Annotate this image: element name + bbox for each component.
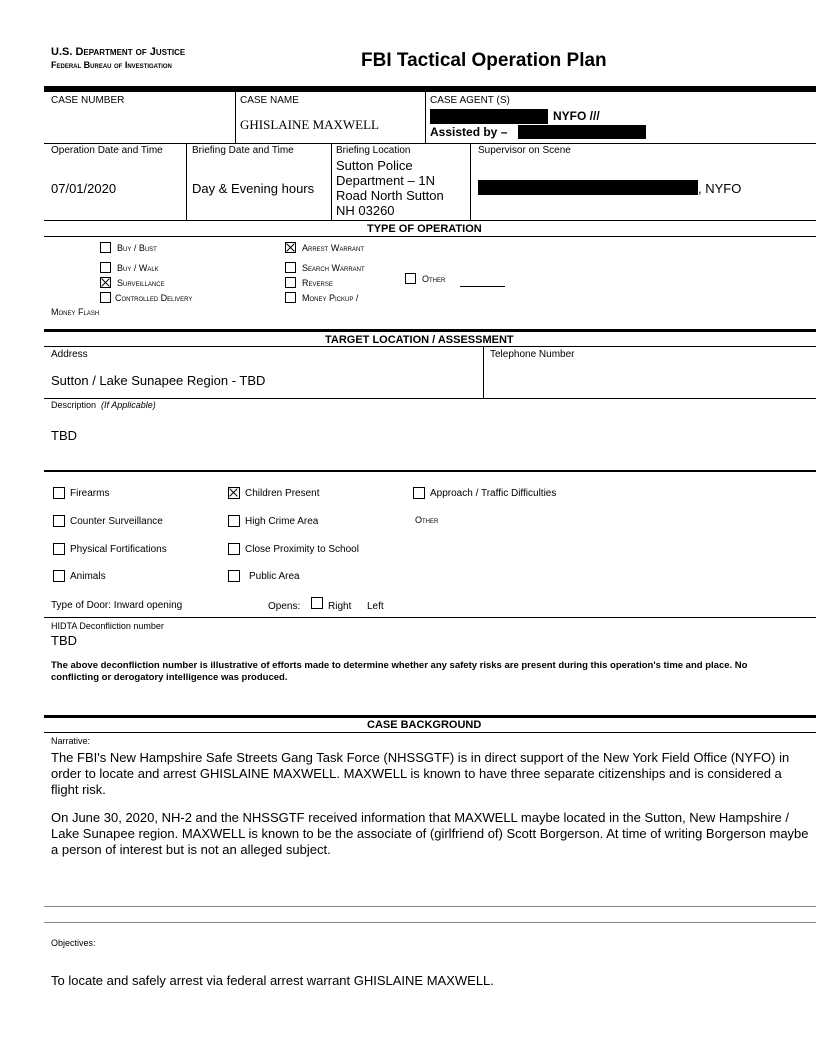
other-hazard-label: Other — [415, 515, 439, 525]
arrest-warrant-checkbox[interactable] — [285, 242, 296, 253]
money-pickup-label: Money Pickup / — [302, 293, 359, 303]
buy-walk-checkbox[interactable] — [100, 262, 111, 273]
money-flash-label: Money Flash — [51, 307, 100, 317]
physical-fortifications-checkbox[interactable] — [53, 543, 65, 555]
hidta-note: The above deconfliction number is illustrative of efforts made to determine whether any safety risks are present during this operation's time and place. No conflicting or derogatory intelligence was produced. — [51, 660, 748, 683]
department-name: U.S. Department of Justice — [51, 46, 186, 58]
briefing-location-line-2: Department – 1N — [336, 173, 435, 188]
search-warrant-label: Search Warrant — [302, 263, 365, 273]
description-value: TBD — [51, 428, 77, 443]
reverse-label: Reverse — [302, 278, 333, 288]
briefing-date-label: Briefing Date and Time — [192, 145, 294, 156]
address-value: Sutton / Lake Sunapee Region - TBD — [51, 373, 266, 388]
header-thick-rule — [44, 86, 816, 92]
counter-surveillance-checkbox[interactable] — [53, 515, 65, 527]
target-section-rule — [44, 329, 816, 332]
description-label: Description (If Applicable) — [51, 400, 156, 410]
high-crime-label: High Crime Area — [245, 516, 319, 527]
redacted-supervisor-name — [478, 180, 698, 195]
objectives-label: Objectives: — [51, 938, 96, 948]
children-present-label: Children Present — [245, 488, 320, 499]
briefing-date-value: Day & Evening hours — [192, 181, 315, 196]
animals-checkbox[interactable] — [53, 570, 65, 582]
objectives-value: To locate and safely arrest via federal arrest warrant GHISLAINE MAXWELL. — [51, 973, 494, 988]
money-pickup-checkbox[interactable] — [285, 292, 296, 303]
briefing-location-label: Briefing Location — [336, 145, 411, 156]
case-agent-label: CASE AGENT (S) — [430, 95, 510, 106]
high-crime-checkbox[interactable] — [228, 515, 240, 527]
buy-bust-checkbox[interactable] — [100, 242, 111, 253]
search-warrant-checkbox[interactable] — [285, 262, 296, 273]
supervisor-office: , NYFO — [698, 181, 742, 196]
opens-label: Opens: — [268, 601, 301, 612]
public-area-checkbox[interactable] — [228, 570, 240, 582]
op-date-value: 07/01/2020 — [51, 181, 117, 196]
telephone-label: Telephone Number — [490, 349, 575, 360]
narrative-paragraph-1: The FBI's New Hampshire Safe Streets Gang Task Force (NHSSGTF) is in direct support of the New York Field Office (NYFO) in order to locate and arrest GHISLAINE MAXWELL. MAXWELL is known to have three separate citizenships and is considered a flight risk. — [51, 750, 790, 797]
hidta-value: TBD — [51, 633, 77, 648]
approach-label: Approach / Traffic Difficulties — [430, 488, 557, 499]
approach-checkbox[interactable] — [413, 487, 425, 499]
agent-office: NYFO /// — [553, 109, 600, 123]
firearms-label: Firearms — [70, 488, 110, 499]
briefing-location-line-1: Sutton Police — [336, 158, 413, 173]
opens-left-label: Left — [367, 601, 384, 612]
briefing-location-line-4: NH 03260 — [336, 203, 395, 218]
bureau-name: Federal Bureau of Investigation — [51, 60, 172, 70]
controlled-delivery-label: Controlled Delivery — [115, 293, 193, 303]
case-background-heading: CASE BACKGROUND — [367, 719, 482, 731]
children-present-checkbox[interactable] — [228, 487, 240, 499]
target-location-heading: TARGET LOCATION / ASSESSMENT — [325, 334, 514, 346]
close-proximity-label: Close Proximity to School — [245, 544, 359, 555]
redacted-assistant-name — [518, 125, 646, 139]
surveillance-checkbox[interactable] — [100, 277, 111, 288]
reverse-checkbox[interactable] — [285, 277, 296, 288]
briefing-location-line-3: Road North Sutton — [336, 188, 444, 203]
buy-bust-label: Buy / Bust — [117, 243, 157, 253]
case-name-label: CASE NAME — [240, 95, 299, 106]
opens-right-checkbox[interactable] — [311, 597, 323, 609]
address-label: Address — [51, 349, 88, 360]
door-type: Type of Door: Inward opening — [51, 600, 183, 611]
physical-fortifications-label: Physical Fortifications — [70, 544, 167, 555]
type-of-operation-heading: TYPE OF OPERATION — [367, 223, 482, 235]
close-proximity-checkbox[interactable] — [228, 543, 240, 555]
hidta-label: HIDTA Deconfliction number — [51, 621, 164, 631]
arrest-warrant-label: Arrest Warrant — [302, 243, 365, 253]
firearms-checkbox[interactable] — [53, 487, 65, 499]
narrative-label: Narrative: — [51, 736, 91, 746]
animals-label: Animals — [70, 571, 106, 582]
controlled-delivery-checkbox[interactable] — [100, 292, 111, 303]
other-operation-label: Other — [422, 274, 446, 284]
counter-surveillance-label: Counter Surveillance — [70, 516, 163, 527]
case-number-label: CASE NUMBER — [51, 95, 125, 106]
surveillance-label: Surveillance — [117, 278, 165, 288]
assisted-by-label: Assisted by – — [430, 125, 508, 139]
narrative-paragraph-2: On June 30, 2020, NH-2 and the NHSSGTF received information that MAXWELL maybe located in the Sutton, New Hampshire / Lake Sunapee region. MAXWELL is known to be the associate of (girlfriend of) Scott Borgerson. At time of writing Borgerson maybe a person of interest but is not an alleged subject. — [51, 810, 809, 857]
case-name-value: GHISLAINE MAXWELL — [240, 117, 380, 132]
background-section-rule — [44, 715, 816, 718]
supervisor-label: Supervisor on Scene — [478, 145, 571, 156]
public-area-label: Public Area — [249, 571, 300, 582]
form-title: FBI Tactical Operation Plan — [361, 50, 607, 71]
opens-right-label: Right — [328, 601, 352, 612]
buy-walk-label: Buy / Walk — [117, 263, 159, 273]
op-date-label: Operation Date and Time — [51, 145, 163, 156]
other-operation-blank — [460, 286, 505, 287]
other-operation-checkbox[interactable] — [405, 273, 416, 284]
redacted-agent-name — [430, 109, 548, 124]
